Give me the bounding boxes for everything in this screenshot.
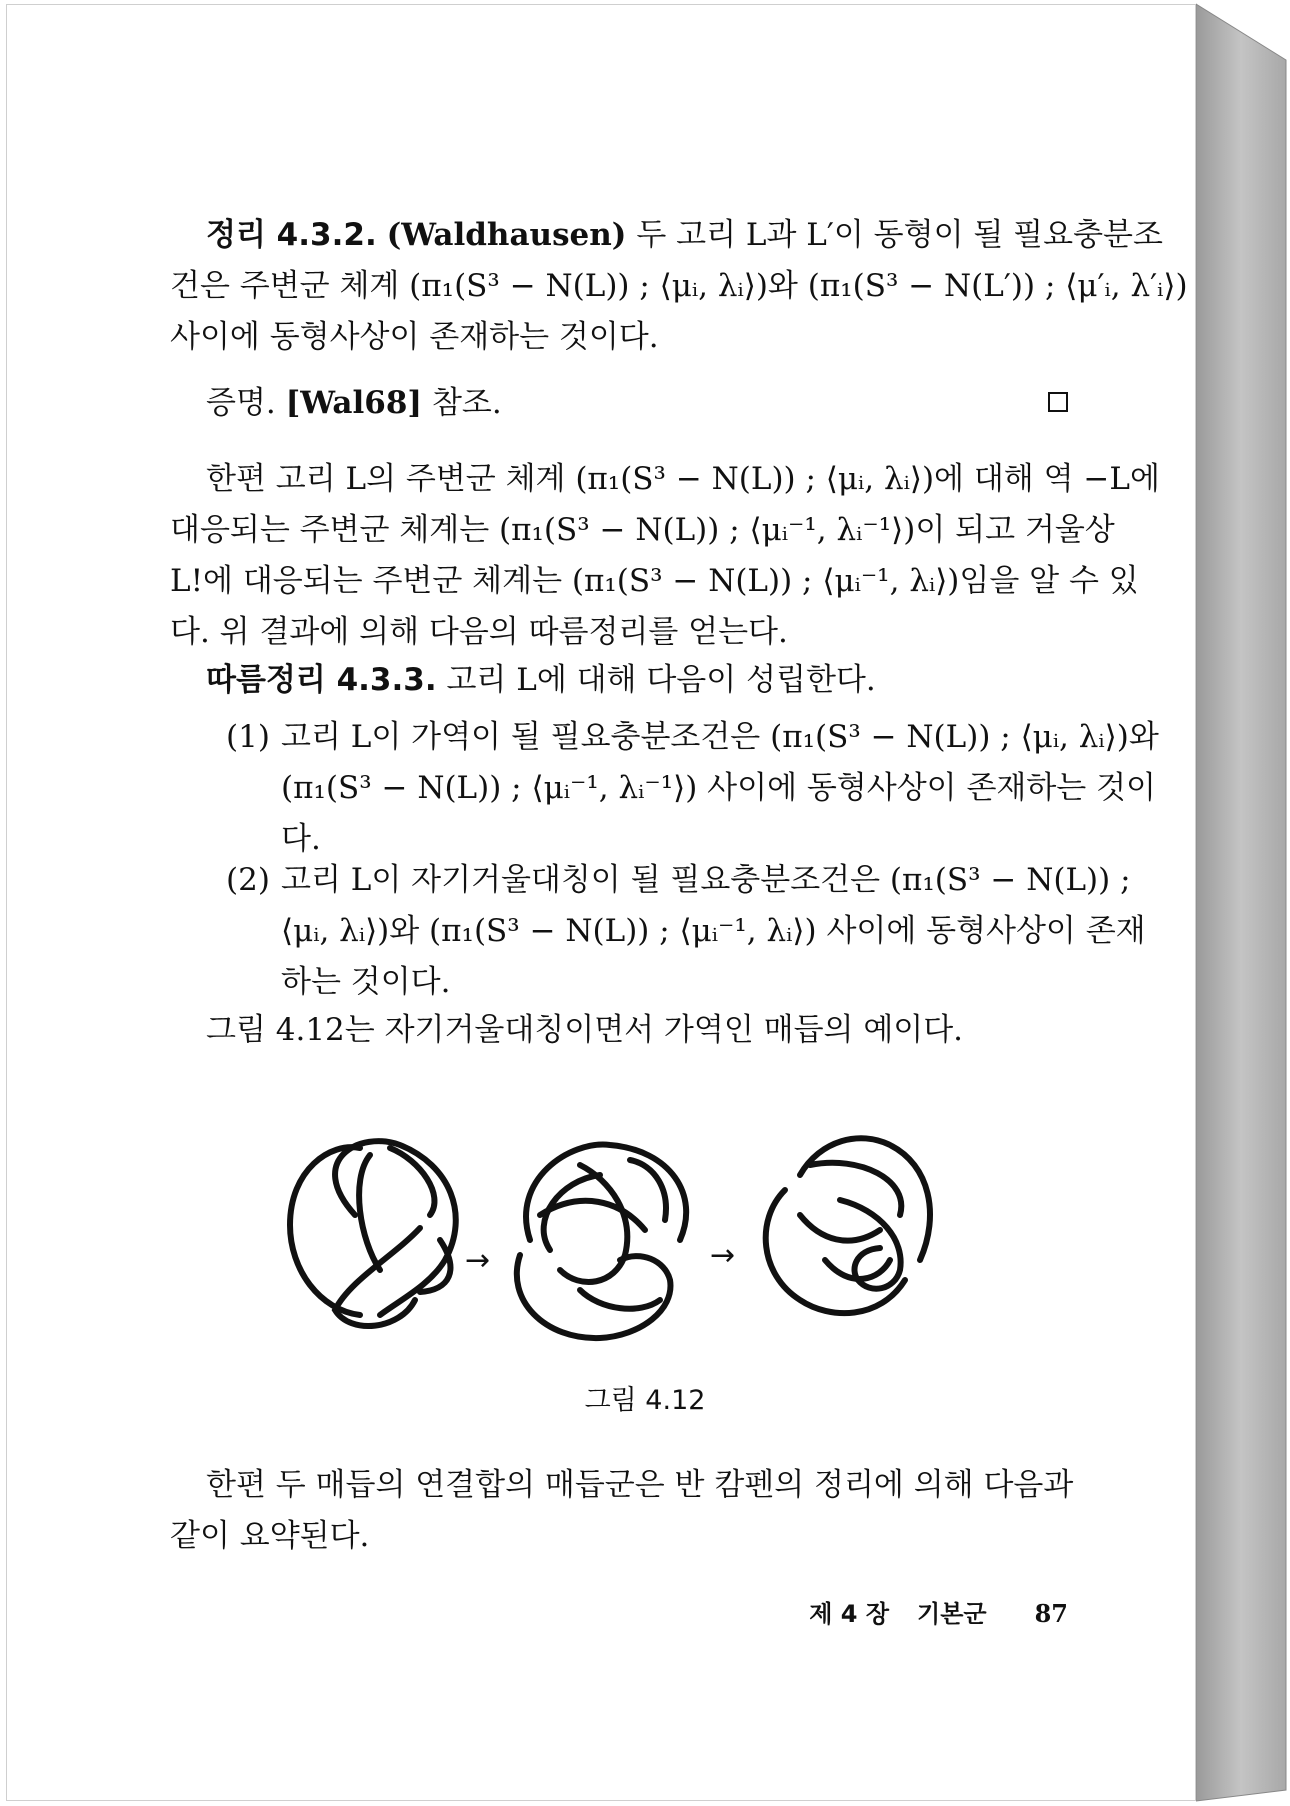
proof	[206, 378, 1111, 429]
qed-box	[1048, 392, 1068, 412]
item-line: 고리 L이 가역이 될 필요충분조건은 (π₁(S³ − N(L)) ; ⟨μᵢ, λᵢ⟩)와	[281, 719, 1159, 755]
corollary-item-1	[226, 712, 1159, 865]
proof-label: 증명.	[206, 385, 276, 421]
item-line: 고리 L이 자기거울대칭이 될 필요충분조건은 (π₁(S³ − N(L)) ;	[281, 862, 1131, 898]
paragraph1-line4: 다. 위 결과에 의해 다음의 따름정리를 얻는다.	[170, 614, 788, 650]
item-line: ⟨μᵢ, λᵢ⟩)와 (π₁(S³ − N(L)) ; ⟨μᵢ⁻¹, λᵢ⟩) 사이에 동형사상이 존재	[281, 913, 1146, 949]
corollary-label: 따름정리 4.3.3.	[206, 662, 437, 698]
item-line: 다.	[281, 821, 321, 857]
arrow-2: →	[710, 1238, 736, 1273]
figure-caption: 그림 4.12	[584, 1385, 706, 1416]
theorem-line2: 건은 주변군 체계 (π₁(S³ − N(L)) ; ⟨μᵢ, λᵢ⟩)와 (π₁(S³ − N(L′)) ; ⟨μ′ᵢ, λ′ᵢ⟩)	[170, 268, 1188, 304]
knot-diagram-3	[766, 1138, 930, 1313]
corollary-text: 고리 L에 대해 다음이 성립한다.	[446, 662, 876, 698]
theorem-label: 정리 4.3.2.	[206, 217, 377, 253]
book-side	[1196, 0, 1290, 1806]
paragraph1-line3: L!에 대응되는 주변군 체계는 (π₁(S³ − N(L)) ; ⟨μᵢ⁻¹, λᵢ⟩)임을 알 수 있	[170, 563, 1139, 599]
footer-chapter: 제 4 장	[809, 1600, 890, 1628]
paragraph1	[170, 454, 1160, 658]
item-line: 하는 것이다.	[281, 964, 451, 1000]
theorem-line1: 두 고리 L과 L′이 동형이 될 필요충분조	[636, 217, 1163, 253]
arrow-1: →	[465, 1243, 491, 1278]
knot-figure	[280, 1120, 980, 1350]
theorem-line3: 사이에 동형사상이 존재하는 것이다.	[170, 319, 659, 355]
page-number: 87	[1034, 1599, 1068, 1628]
figure-intro-text: 그림 4.12는 자기거울대칭이면서 가역인 매듭의 예이다.	[206, 1012, 964, 1048]
running-footer	[809, 1594, 1068, 1629]
knot-diagram-1	[290, 1141, 456, 1326]
corollary-item-2	[226, 855, 1146, 1008]
theorem	[206, 210, 1163, 261]
theorem-name: (Waldhausen)	[386, 217, 627, 253]
proof-text: 참조.	[431, 385, 502, 421]
proof-ref: [Wal68]	[285, 385, 423, 421]
theorem-cont	[170, 261, 1188, 363]
item-line: (π₁(S³ − N(L)) ; ⟨μᵢ⁻¹, λᵢ⁻¹⟩) 사이에 동형사상이 존재하는 것이	[281, 770, 1156, 806]
figure-intro	[206, 1005, 1111, 1056]
paragraph2-line2: 같이 요약된다.	[170, 1518, 370, 1554]
knot-diagram-2	[517, 1145, 686, 1338]
paragraph1-line1: 한편 고리 L의 주변군 체계 (π₁(S³ − N(L)) ; ⟨μᵢ, λᵢ⟩)에 대해 역 −L에	[206, 461, 1160, 497]
paragraph2	[170, 1460, 1075, 1562]
item-number: (2)	[226, 862, 270, 898]
paragraph1-line2: 대응되는 주변군 체계는 (π₁(S³ − N(L)) ; ⟨μᵢ⁻¹, λᵢ⁻¹⟩)이 되고 거울상	[170, 512, 1115, 548]
item-number: (1)	[226, 719, 270, 755]
footer-title: 기본군	[917, 1600, 987, 1628]
corollary	[206, 655, 1111, 706]
paragraph2-line1: 한편 두 매듭의 연결합의 매듭군은 반 캄펜의 정리에 의해 다음과	[206, 1467, 1074, 1503]
